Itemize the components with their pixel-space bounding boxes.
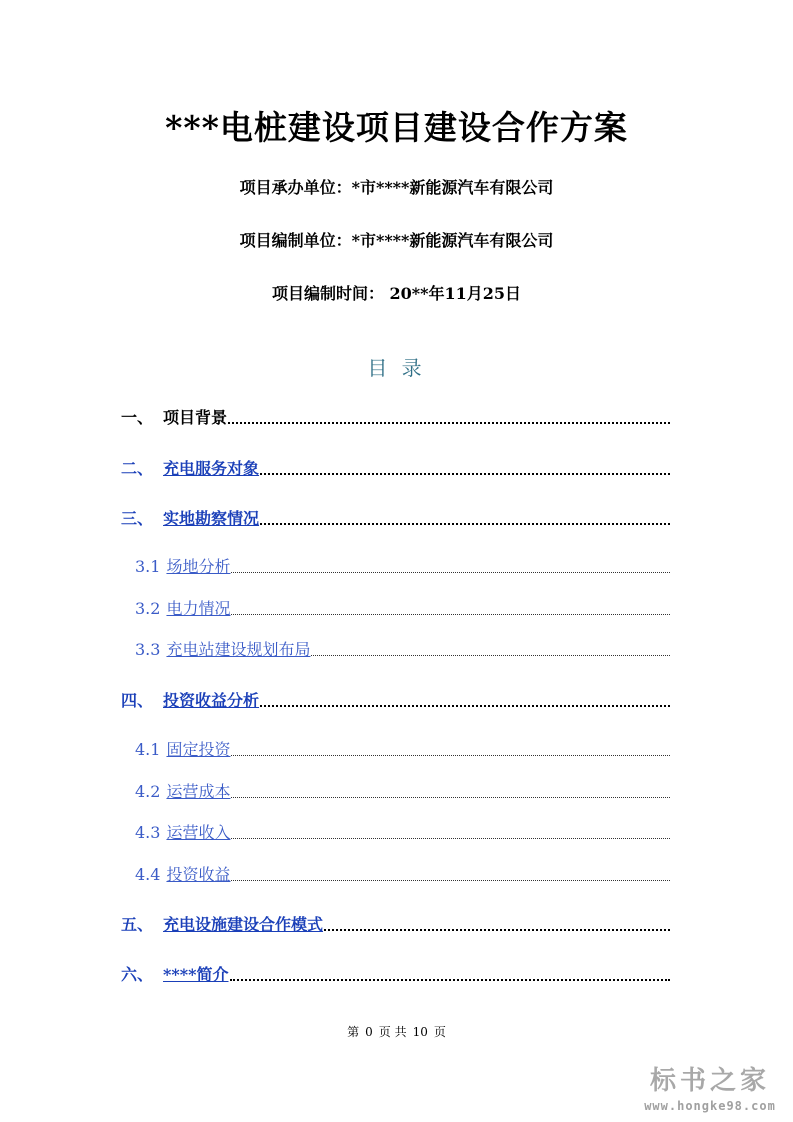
toc-entry-link[interactable]: [135, 823, 230, 843]
toc-dot-leader: [231, 614, 670, 615]
toc-dot-leader: [311, 655, 670, 656]
toc-entry-label: 投资收益: [166, 865, 231, 884]
toc-dot-leader: [231, 755, 670, 756]
toc-entry-station-layout[interactable]: [135, 636, 670, 660]
toc-entry-label: 实地勘察情况: [163, 509, 260, 528]
toc-entry-number: 3.2: [135, 599, 161, 618]
footer-suffix: 页: [433, 1025, 446, 1039]
toc-entry-label: 运营成本: [166, 782, 231, 801]
toc-entry-number: 4.4: [135, 865, 161, 884]
toc-entry-company-intro[interactable]: [121, 961, 670, 985]
footer-page-number: 0: [365, 1025, 373, 1039]
footer-prefix: 第: [347, 1025, 360, 1039]
toc-entry-operating-revenue[interactable]: [135, 819, 670, 843]
toc-entry-link[interactable]: [135, 740, 230, 760]
toc-entry-label: 充电站建设规划布局: [166, 640, 311, 659]
toc-dot-leader: [231, 880, 670, 881]
toc-entry-link[interactable]: [135, 640, 310, 660]
toc-entry-number: 4.2: [135, 782, 161, 801]
toc-entry-number: 五、: [121, 915, 154, 934]
toc-entry-label: 项目背景: [163, 408, 228, 427]
toc-entry-site-survey[interactable]: [121, 505, 670, 529]
toc-entry-link[interactable]: [121, 965, 229, 985]
toc-entry-link: [121, 408, 227, 428]
toc-entry-label: 充电设施建设合作模式: [163, 915, 324, 934]
toc-entry-link[interactable]: [135, 599, 230, 619]
toc-dot-leader: [260, 523, 670, 525]
toc-entry-power-situation[interactable]: [135, 595, 670, 619]
toc-dot-leader: [228, 422, 670, 424]
toc-entry-label: 场地分析: [166, 557, 231, 576]
toc-entry-link[interactable]: [135, 557, 230, 577]
toc-dot-leader: [231, 797, 670, 798]
toc-entry-number: 3.1: [135, 557, 161, 576]
toc-dot-leader: [231, 838, 670, 839]
project-host-unit: 项目承办单位：*市****新能源汽车有限公司: [239, 178, 554, 197]
watermark-url: www.hongke98.com: [644, 1099, 776, 1113]
toc-entry-number: 4.3: [135, 823, 161, 842]
project-compiler-unit: 项目编制单位：*市****新能源汽车有限公司: [239, 231, 554, 250]
toc-dot-leader: [324, 929, 670, 931]
toc-entry-link[interactable]: [121, 915, 323, 935]
toc-entry-investment-return[interactable]: [135, 861, 670, 885]
toc-entry-number: 三、: [121, 509, 154, 528]
toc-entry-link[interactable]: [135, 782, 230, 802]
toc-entry-number: 4.1: [135, 740, 161, 759]
toc-entry-number: 3.3: [135, 640, 161, 659]
toc-entry-investment-return-analysis[interactable]: [121, 687, 670, 711]
document-title: ***电桩建设项目建设合作方案: [165, 108, 628, 147]
toc-entry-label: 运营收入: [166, 823, 231, 842]
toc-entry-label: 充电服务对象: [163, 459, 260, 478]
toc-entry-operating-cost[interactable]: [135, 778, 670, 802]
toc-entry-number: 二、: [121, 459, 154, 478]
watermark-logo: [630, 1066, 790, 1118]
toc-entry-link[interactable]: [121, 459, 259, 479]
toc-entry-label: 固定投资: [166, 740, 231, 759]
toc-dot-leader: [231, 572, 670, 573]
toc-entry-label: 电力情况: [166, 599, 231, 618]
toc-dot-leader: [230, 979, 671, 981]
toc-entry-site-analysis[interactable]: [135, 553, 670, 577]
toc-heading: 目 录: [367, 356, 426, 380]
toc-entry-link[interactable]: [121, 509, 259, 529]
toc-entry-fixed-investment[interactable]: [135, 736, 670, 760]
footer-total-pages: 10: [412, 1025, 428, 1039]
toc-entry-label: ****简介: [163, 965, 229, 984]
toc-entry-project-background: [121, 404, 670, 428]
toc-entry-link[interactable]: [121, 691, 259, 711]
toc-entry-number: 四、: [121, 691, 154, 710]
page-footer: [0, 1024, 793, 1040]
toc-dot-leader: [260, 705, 670, 707]
toc-dot-leader: [260, 473, 670, 475]
toc-entry-charging-service-targets[interactable]: [121, 455, 670, 479]
toc-entry-link[interactable]: [135, 865, 230, 885]
toc-entry-label: 投资收益分析: [163, 691, 260, 710]
toc-entry-number: 六、: [121, 965, 154, 984]
footer-middle: 页 共: [378, 1025, 407, 1039]
project-compile-date: 项目编制时间： 20**年11月25日: [271, 284, 522, 303]
toc-entry-cooperation-model[interactable]: [121, 911, 670, 935]
toc-entry-number: 一、: [121, 408, 154, 427]
watermark-name: 标书之家: [649, 1066, 770, 1096]
